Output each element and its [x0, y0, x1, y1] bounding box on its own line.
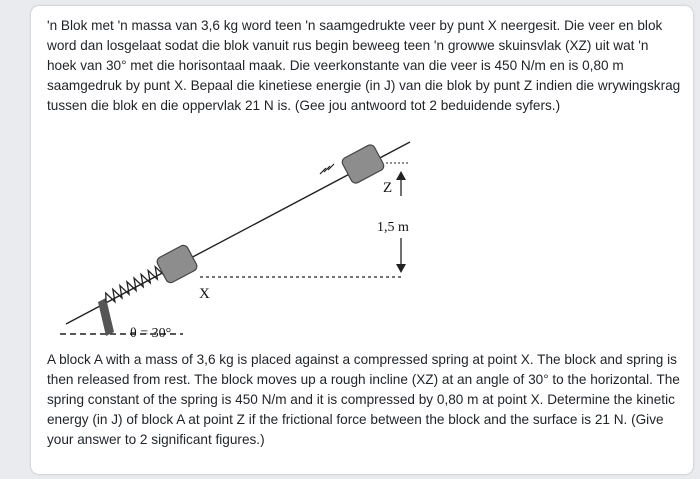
incline-diagram — [58, 132, 418, 347]
arrow-down-head — [396, 264, 406, 273]
height-label: 1,5 m — [377, 220, 409, 235]
rough-surface-marks — [320, 164, 334, 174]
point-z-label: Z — [383, 180, 393, 196]
question-text-english: A block A with a mass of 3,6 kg is placed against a compressed spring at point X. The block and spring is then released from rest. The block moves up a rough incline (XZ) at an angle of 30° to the horizontal. The spring constant of the spring is 450 N/m and it is compressed by 0,80 m at point X. Determine the kinetic energy (in J) of block A at point Z if the frictional force between the block and the surface is 21 N. (Give your answer to 2 significant figures.) — [47, 352, 680, 447]
block-at-z — [341, 143, 386, 185]
question-card — [31, 6, 693, 474]
question-text-afrikaans: 'n Blok met 'n massa van 3,6 kg word teen 'n saamgedrukte veer by punt X neergesit. Die veer en blok word dan losgelaat sodat die blok vanuit rus begin beweeg teen 'n growwe skuinsvlak (XZ) uit wat 'n hoek van 30° met die horisontaal maak. Die veerkonstante van die veer is 450 N/m en is 0,80 m saamgedruk by punt X. Bepaal die kinetiese energie (in J) van die blok by punt Z indien die wrywingskrag tussen die blok en die oppervlak 21 N is. (Gee jou antwoord tot 2 beduidende syfers.) — [47, 18, 681, 113]
point-x-label: X — [199, 286, 210, 302]
arrow-up-head — [396, 171, 406, 180]
spring-wall — [98, 298, 114, 336]
spring — [102, 263, 168, 306]
angle-label: θ = 30° — [130, 326, 172, 341]
block-at-x — [155, 244, 198, 285]
